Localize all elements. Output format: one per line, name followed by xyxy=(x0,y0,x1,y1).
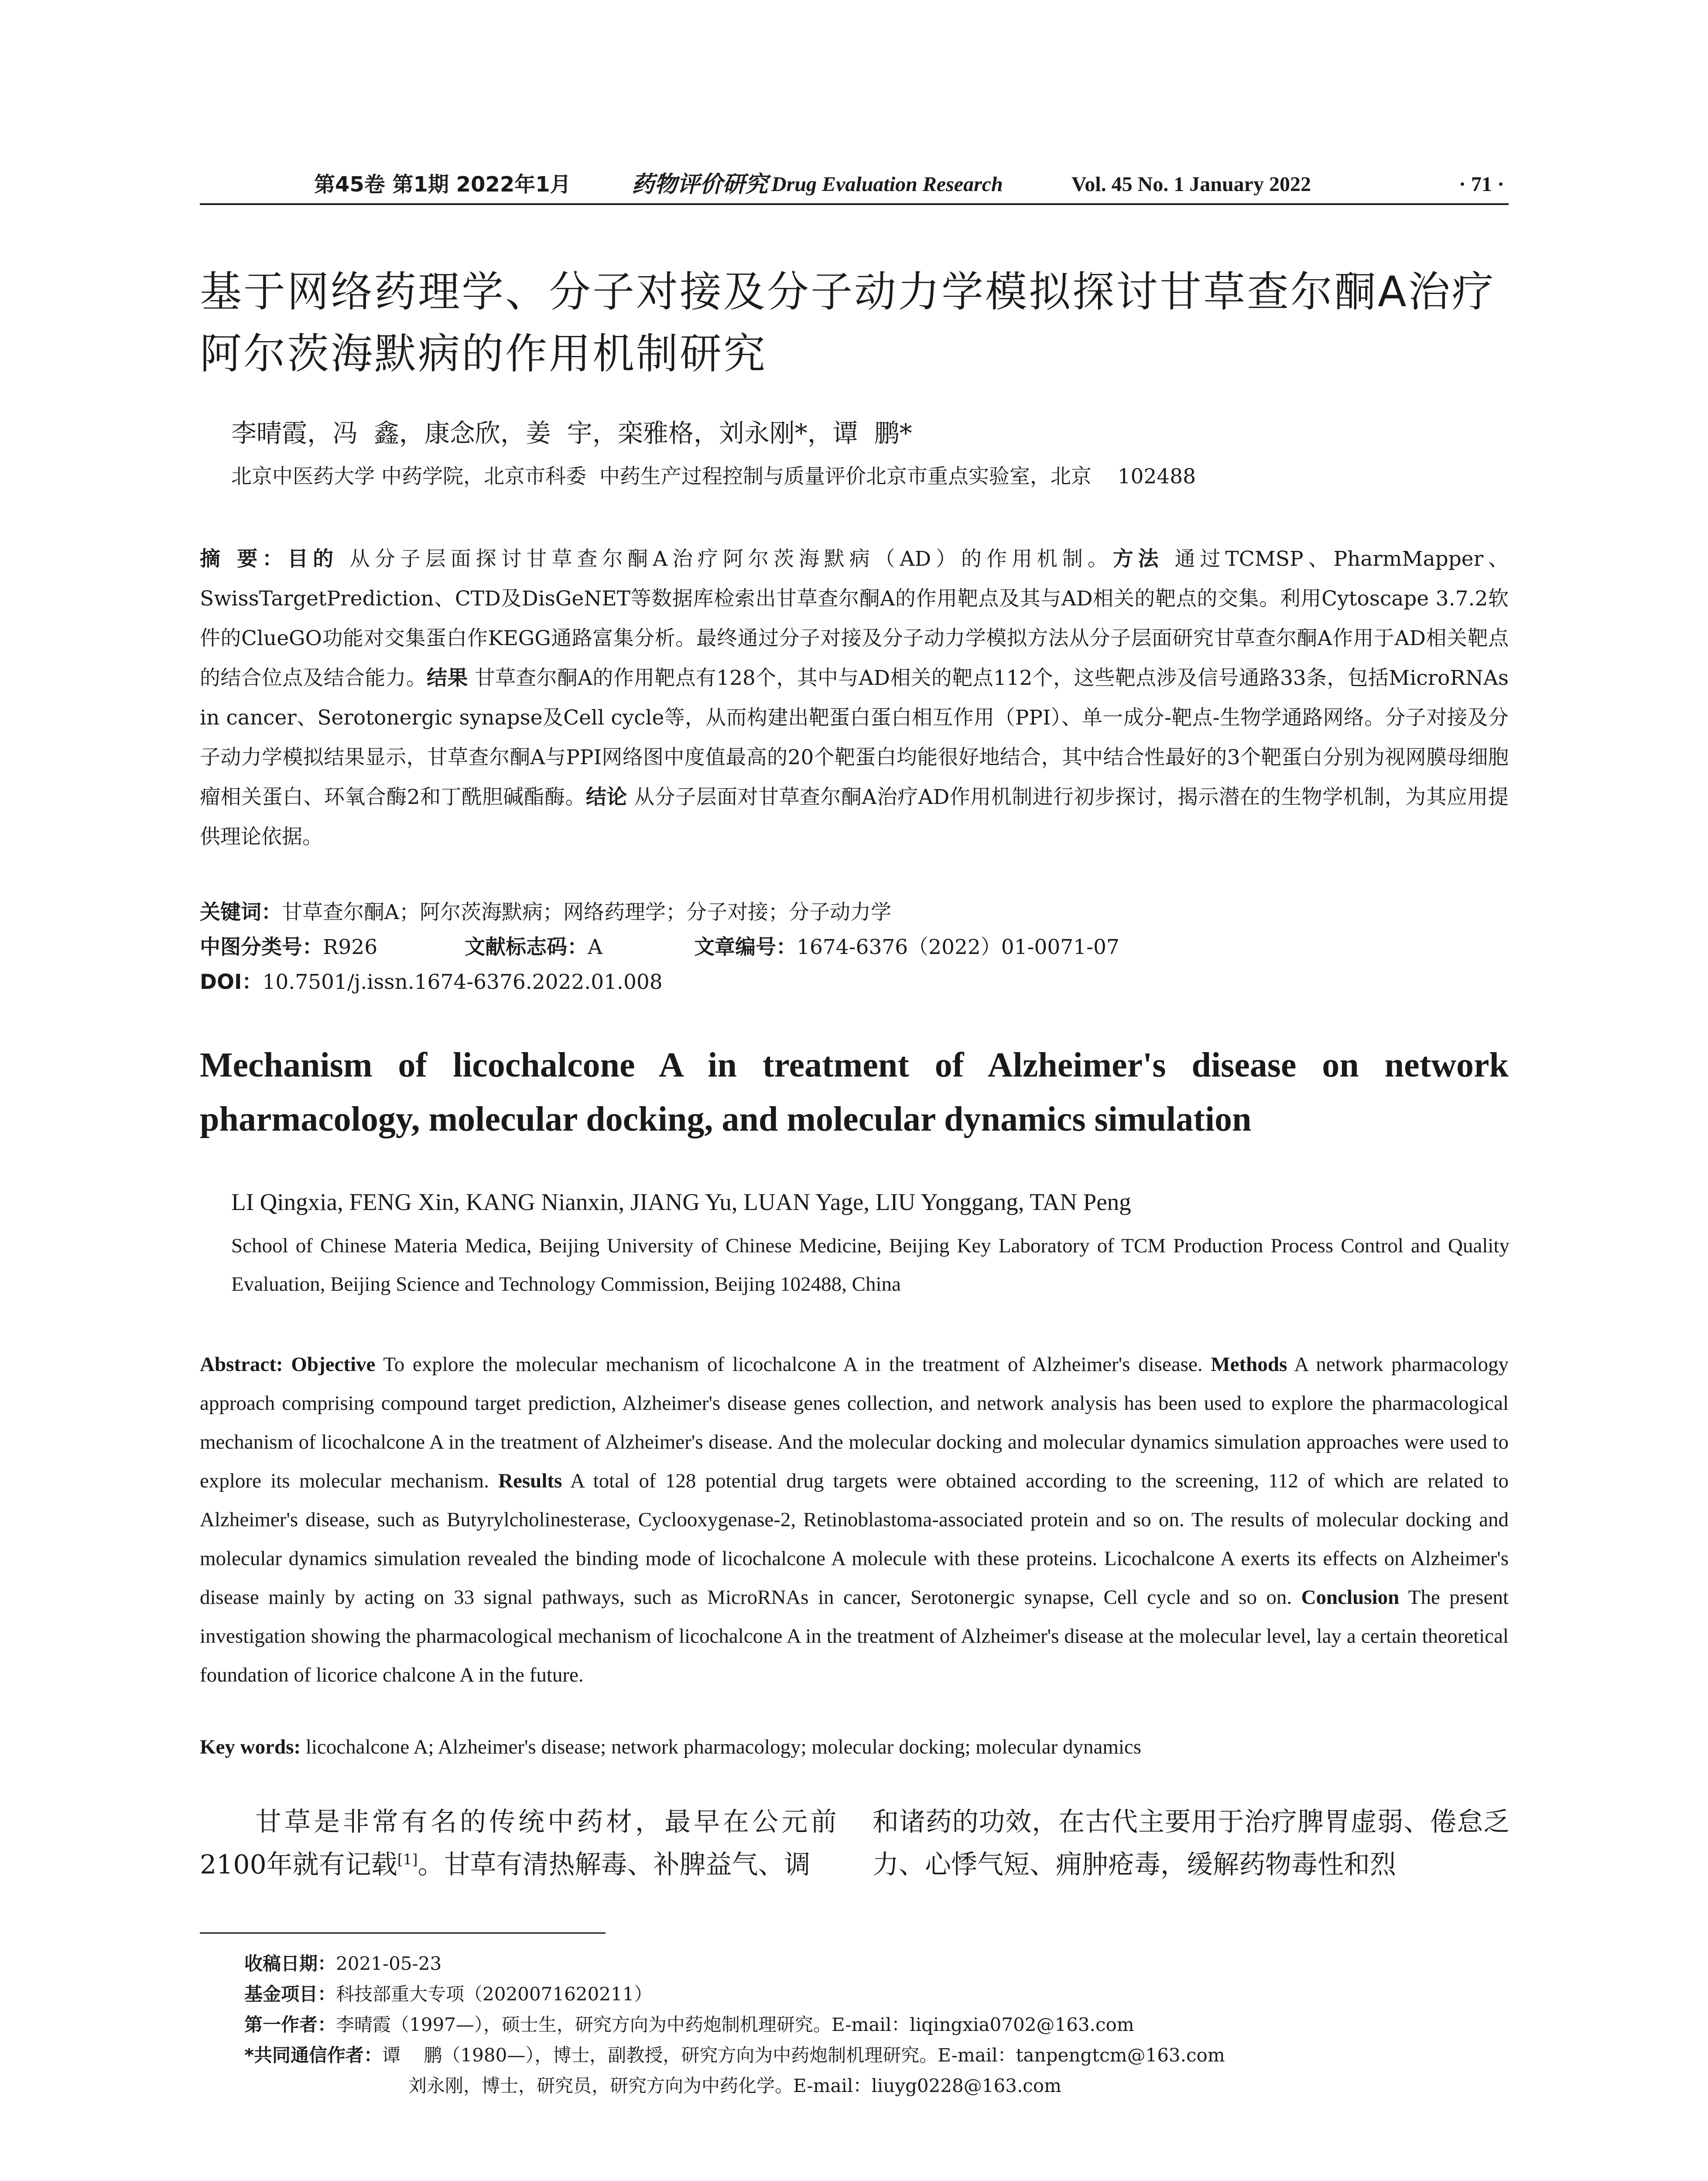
volume-info: Vol. 45 No. 1 January 2022 xyxy=(1071,173,1311,196)
keywords-text: licochalcone A; Alzheimer's disease; network pharmacology; molecular docking; molecular dynamics xyxy=(305,1736,1142,1758)
conclusion-label: Conclusion xyxy=(1301,1586,1400,1609)
chinese-abstract xyxy=(200,539,1509,857)
first-author-value: 李晴霞（1997—），硕士生，研究方向为中药炮制机理研究。E-mail：liqingxia0702@163.com xyxy=(336,2014,1134,2035)
journal-logo: 药物评价研究 xyxy=(632,171,768,198)
keywords-label: 关键词： xyxy=(200,900,282,924)
chinese-affiliation: 北京中医药大学 中药学院，北京市科委 中药生产过程控制与质量评价北京市重点实验室，北京 102488 xyxy=(231,465,1196,489)
fund-label: 基金项目： xyxy=(244,1983,336,2005)
footnote-divider xyxy=(200,1932,606,1934)
methods-text: 通过TCMSP、PharmMapper、SwissTargetPrediction、CTD及DisGeNET等数据库检索出甘草查尔酮A的作用靶点及其与AD相关的靶点的交集。利用Cytoscape 3.7.2软件的ClueGO功能对交集蛋白作KEGG通路富集分析。最终通过分子对接及分子动力学模拟方法从分子层面研究甘草查尔酮A作用于AD相关靶点的结合位点及结合能力。 xyxy=(200,547,1509,690)
body-column-left xyxy=(200,1801,837,1886)
doc-code-value: A xyxy=(588,935,603,959)
corresponding-value-1: 谭 鹏（1980—），博士，副教授，研究方向为中药炮制机理研究。E-mail：tanpengtcm@163.com xyxy=(382,2044,1225,2066)
conclusion-text: 从分子层面对甘草查尔酮A治疗AD作用机制进行初步探讨，揭示潜在的生物学机制，为其应用提供理论依据。 xyxy=(200,785,1509,849)
chinese-authors: 李晴霞，冯 鑫，康念欣，姜 宇，栾雅格，刘永刚*，谭 鹏* xyxy=(231,418,912,448)
english-affiliation: School of Chinese Materia Medica, Beijing University of Chinese Medicine, Beijing Key Laboratory of TCM Production Process Control and Quality Evaluation, Beijing Science and Technology Commission, Beijing 102488, China xyxy=(231,1234,1509,1296)
keywords-text: 甘草查尔酮A；阿尔茨海默病；网络药理学；分子对接；分子动力学 xyxy=(282,900,891,924)
chinese-title: 基于网络药理学、分子对接及分子动力学模拟探讨甘草查尔酮A治疗阿尔茨海默病的作用机制研究 xyxy=(200,267,1496,378)
body-column-right xyxy=(873,1801,1509,1886)
corresponding-author-info-2 xyxy=(244,2071,1509,2101)
conclusion-label: 结论 xyxy=(585,785,627,809)
english-abstract xyxy=(200,1345,1509,1695)
results-text: 甘草查尔酮A的作用靶点有128个，其中与AD相关的靶点112个，这些靶点涉及信号通路33条，包括MicroRNAs in cancer、Serotonergic synapse及Cell cycle等，从而构建出靶蛋白蛋白相互作用（PPI）、单一成分-靶点-生物学通路网络。分子对接及分子动力学模拟结果显示，甘草查尔酮A与PPI网络图中度值最高的20个靶蛋白均能很好地结合，其中结合性最好的3个靶蛋白分别为视网膜母细胞瘤相关蛋白、环氧合酶2和丁酰胆碱酯酶。 xyxy=(200,666,1509,809)
results-text: A total of 128 potential drug targets were obtained according to the screening, 112 of which are related to Alzheimer's disease, such as Butyrylcholinesterase, Cyclooxygenase-2, Retinoblastoma-associated protein and so on. The results of molecular docking and molecular dynamics simulation revealed the binding mode of licochalcone A molecule with these proteins. Licochalcone A exerts its effects on Alzheimer's disease mainly by acting on 33 signal pathways, such as MicroRNAs in cancer, Serotonergic synapse, Cell cycle and so on. xyxy=(200,1470,1509,1609)
abstract-label: Abstract: xyxy=(200,1353,283,1376)
fund-value: 科技部重大专项（2020071620211） xyxy=(336,1983,653,2005)
conclusion-text: The present investigation showing the pharmacological mechanism of licochalcone A in the treatment of Alzheimer's disease at the molecular level, lay a certain theoretical foundation of licorice chalcone A in the future. xyxy=(200,1586,1509,1686)
english-keywords xyxy=(200,1730,1509,1764)
received-date xyxy=(244,1949,1509,1979)
results-label: Results xyxy=(498,1470,562,1492)
doi-value: 10.7501/j.issn.1674-6376.2022.01.008 xyxy=(262,970,663,994)
received-value: 2021-05-23 xyxy=(336,1953,442,1974)
classification-line xyxy=(200,930,1509,965)
objective-label: 目的 xyxy=(288,547,339,571)
corresponding-label: *共同通信作者： xyxy=(244,2044,382,2066)
clc-value: R926 xyxy=(323,935,378,959)
page-number: · 71 · xyxy=(1458,173,1504,196)
corresponding-value-2: 刘永刚，博士，研究员，研究方向为中药化学。E-mail：liuyg0228@163.com xyxy=(408,2075,1061,2096)
methods-label: Methods xyxy=(1211,1353,1287,1376)
results-label: 结果 xyxy=(427,666,468,690)
methods-text: A network pharmacology approach comprising compound target prediction, Alzheimer's disease genes collection, and network analysis has been used to explore the pharmacological mechanism of licochalcone A in the treatment of Alzheimer's disease. And the molecular docking and molecular dynamics simulation approaches were used to explore its molecular mechanism. xyxy=(200,1353,1509,1492)
chinese-keywords xyxy=(200,895,1509,930)
issue-info: 第45卷 第1期 2022年1月 xyxy=(314,172,571,197)
doc-code-label: 文献标志码： xyxy=(465,935,588,959)
objective-text: To explore the molecular mechanism of licochalcone A in the treatment of Alzheimer's disease. xyxy=(383,1353,1203,1376)
english-authors: LI Qingxia, FENG Xin, KANG Nianxin, JIANG Yu, LUAN Yage, LIU Yonggang, TAN Peng xyxy=(231,1189,1131,1215)
citation-ref[interactable]: [1] xyxy=(397,1851,418,1868)
corresponding-author-info xyxy=(244,2040,1509,2071)
fund-info xyxy=(244,1979,1509,2010)
body-text: 甘草是非常有名的传统中药材，最早在公元前2100年就有记载 xyxy=(200,1807,837,1880)
article-no-value: 1674-6376（2022）01-0071-07 xyxy=(797,935,1119,959)
body-text: 。甘草有清热解毒、补脾益气、调 xyxy=(418,1849,811,1880)
doi-label: DOI： xyxy=(200,970,263,994)
english-title: Mechanism of licochalcone A in treatment of Alzheimer's disease on network pharmacology, molecular docking, and molecular dynamics simulation xyxy=(200,1046,1509,1138)
article-no-label: 文章编号： xyxy=(694,935,797,959)
journal-name: Drug Evaluation Research xyxy=(771,173,1003,196)
header-divider xyxy=(200,203,1509,205)
running-header xyxy=(200,169,1509,200)
doi-line xyxy=(200,965,1509,1000)
first-author-info xyxy=(244,2010,1509,2040)
keywords-label: Key words: xyxy=(200,1736,301,1758)
abstract-label: 摘 要： xyxy=(200,547,288,571)
objective-text: 从分子层面探讨甘草查尔酮A治疗阿尔茨海默病（AD）的作用机制。 xyxy=(349,547,1113,571)
footnotes xyxy=(244,1949,1509,2101)
body-text: 和诸药的功效，在古代主要用于治疗脾胃虚弱、倦怠乏力、心悸气短、痈肿疮毒，缓解药物毒性和烈 xyxy=(873,1807,1509,1880)
first-author-label: 第一作者： xyxy=(244,2014,336,2035)
objective-label: Objective xyxy=(291,1353,376,1376)
clc-label: 中图分类号： xyxy=(200,935,323,959)
received-label: 收稿日期： xyxy=(244,1953,336,1974)
methods-label: 方法 xyxy=(1112,547,1164,571)
